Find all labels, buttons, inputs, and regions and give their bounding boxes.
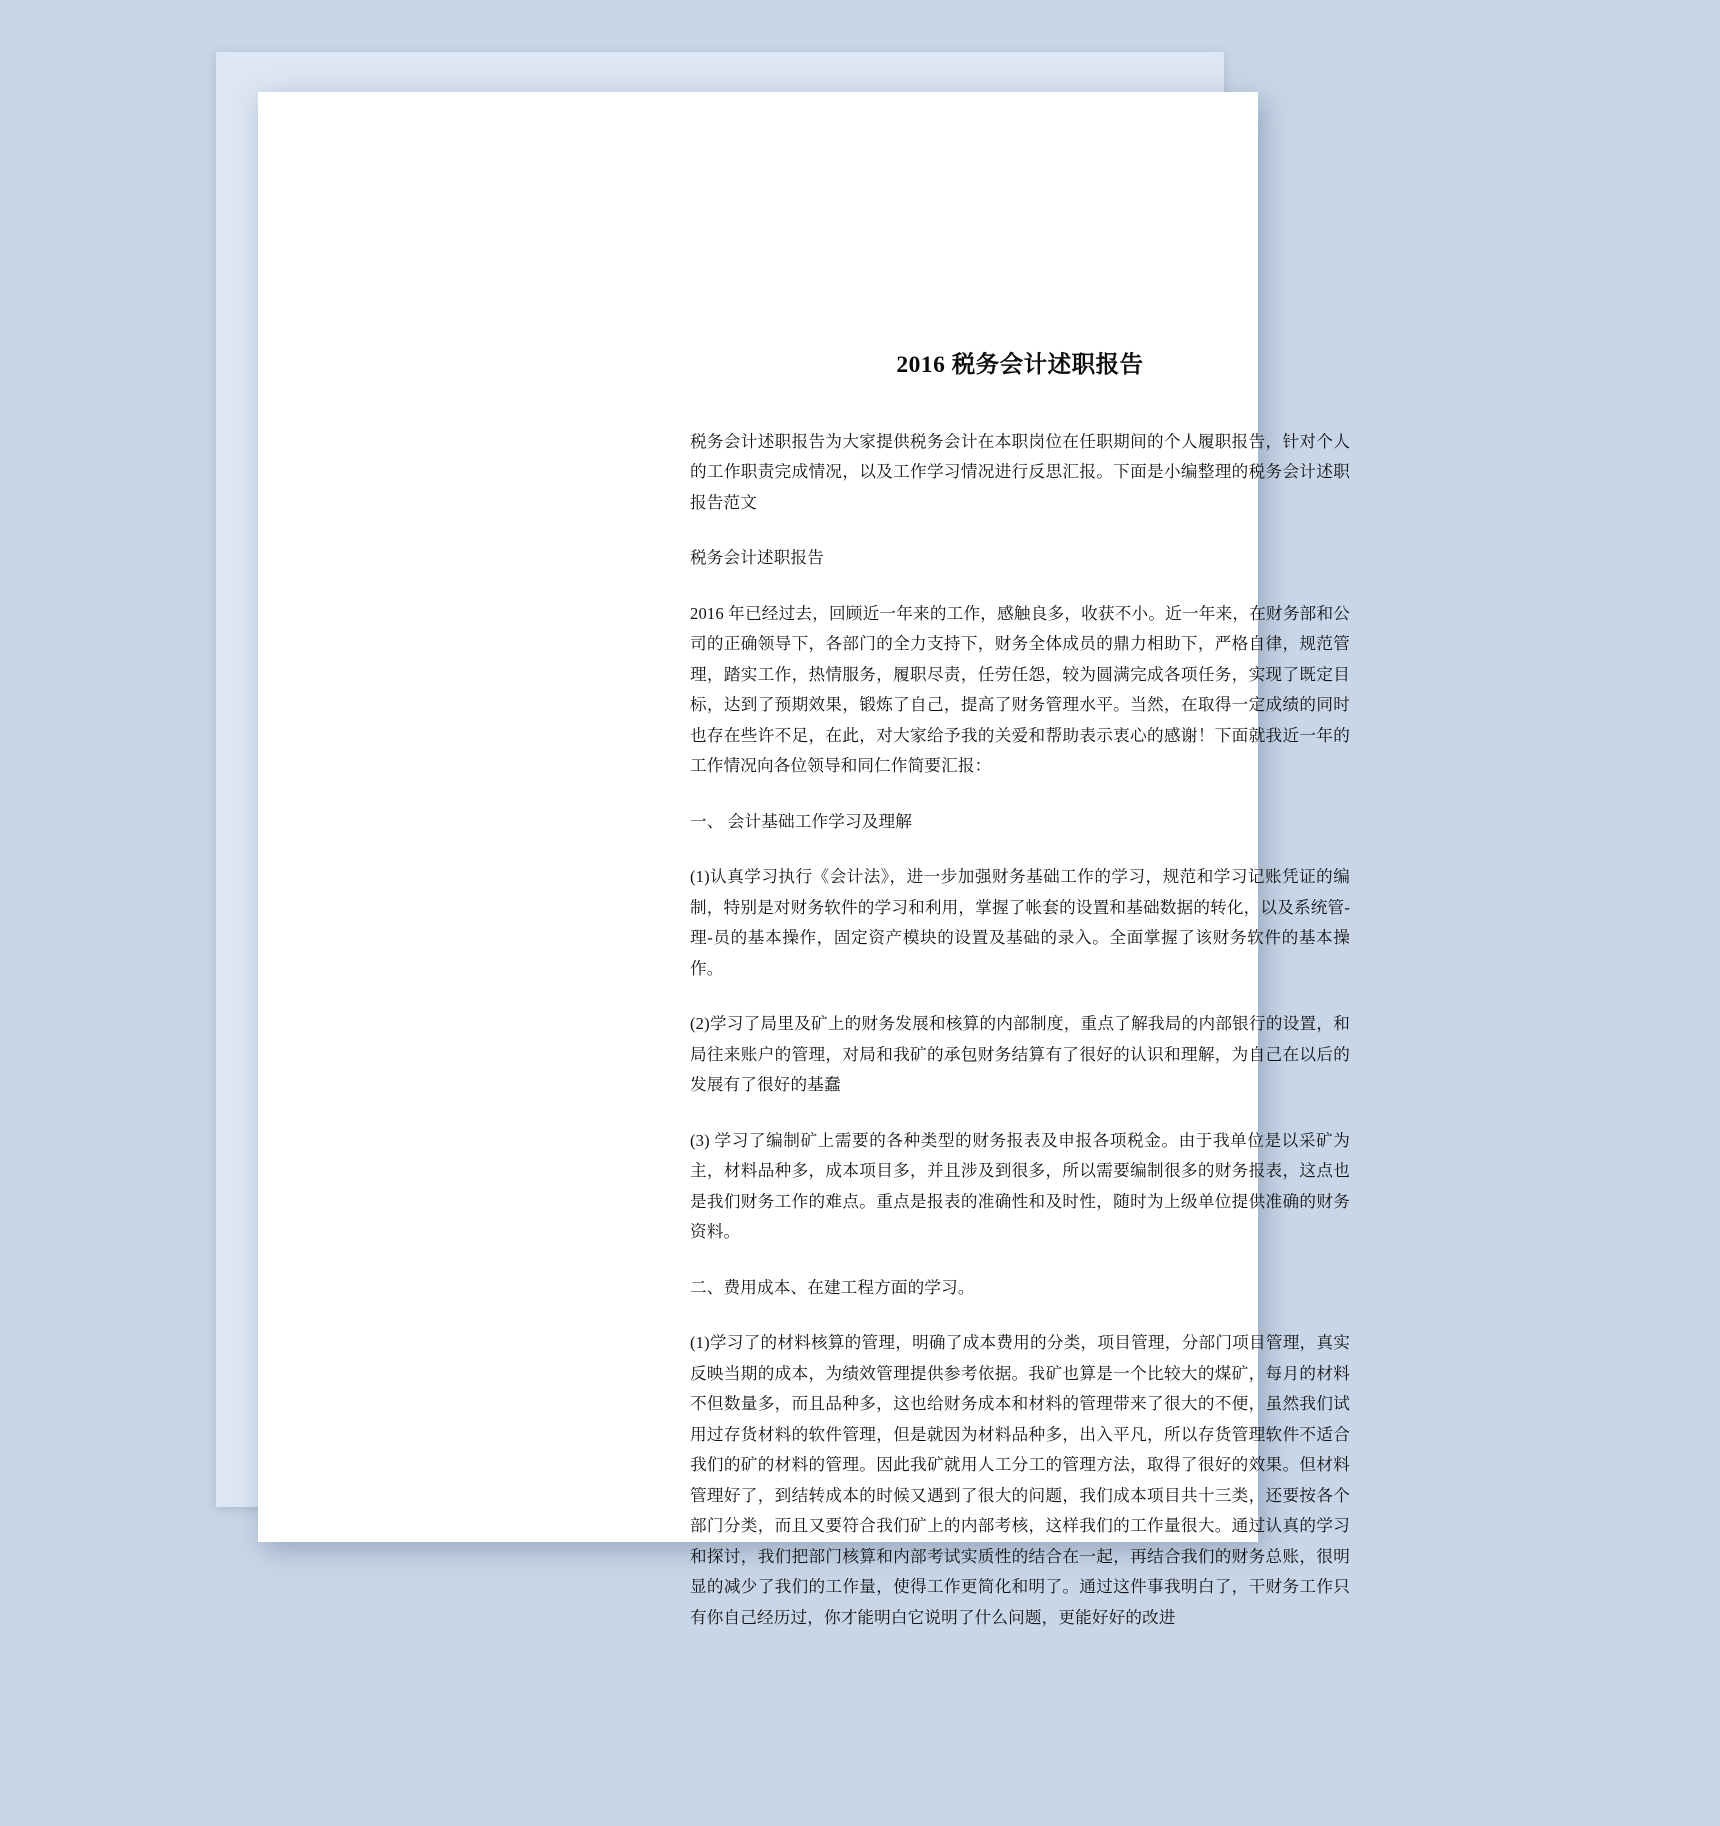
section-one-item-three: (3) 学习了编制矿上需要的各种类型的财务报表及申报各项税金。由于我单位是以采矿为主，材料品种多，成本项目多，并且涉及到很多，所以需要编制很多的财务报表，这点也是我们财务工作的难点。重点是报表的准确性和及时性，随时为上级单位提供准确的财务资料。 — [690, 1130, 1350, 1242]
section-heading-two: 二、费用成本、在建工程方面的学习。 — [690, 1277, 975, 1297]
paragraph-intro: 税务会计述职报告为大家提供税务会计在本职岗位在任职期间的个人履职报告，针对个人的工作职责完成情况，以及工作学习情况进行反思汇报。下面是小编整理的税务会计述职报告范文 — [690, 431, 1350, 512]
paragraph-subtitle: 税务会计述职报告 — [690, 548, 824, 568]
document-page — [258, 92, 1350, 1627]
paragraph-opening: 2016 年已经过去，回顾近一年来的工作，感触良多，收获不小。近一年来，在财务部和公司的正确领导下，各部门的全力支持下，财务全体成员的鼎力相助下，严格自律，规范管理，踏实工作，热情服务，履职尽责，任劳任怨，较为圆满完成各项任务，实现了既定目标，达到了预期效果，锻炼了自己，提高了财务管理水平。当然，在取得一定成绩的同时也存在些许不足，在此，对大家给予我的关爱和帮助表示衷心的感谢！下面就我近一年的工作情况向各位领导和同仁作简要汇报： — [690, 603, 1350, 776]
section-one-item-two: (2)学习了局里及矿上的财务发展和核算的内部制度，重点了解我局的内部银行的设置，和局往来账户的管理，对局和我矿的承包财务结算有了很好的认识和理解，为自己在以后的发展有了很好的基蠢 — [690, 1014, 1350, 1095]
section-one-item-one: (1)认真学习执行《会计法》，进一步加强财务基础工作的学习，规范和学习记账凭证的编制，特别是对财务软件的学习和利用，掌握了帐套的设置和基础数据的转化，以及系统管-理-员的基本操作，固定资产模块的设置及基础的录入。全面掌握了该财务软件的基本操作。 — [690, 867, 1350, 978]
document-content — [690, 350, 1350, 1633]
section-heading-one: 一、 会计基础工作学习及理解 — [690, 811, 912, 831]
page-title: 2016 税务会计述职报告 — [896, 352, 1144, 378]
section-two-item-one: (1)学习了的材料核算的管理，明确了成本费用的分类，项目管理，分部门项目管理，真实反映当期的成本，为绩效管理提供参考依据。我矿也算是一个比较大的煤矿，每月的材料不但数量多，而且品种多，这也给财务成本和材料的管理带来了很大的不便，虽然我们试用过存货材料的软件管理，但是就因为材料品种多，出入平凡，所以存货管理软件不适合我们的矿的材料的管理。因此我矿就用人工分工的管理方法，取得了很好的效果。但材料管理好了，到结转成本的时候又遇到了很大的问题，我们成本项目共十三类，还要按各个部门分类，而且又要符合我们矿上的内部考核，这样我们的工作量很大。通过认真的学习和探讨，我们把部门核算和内部考试实质性的结合在一起，再结合我们的财务总账，很明显的减少了我们的工作量，使得工作更简化和明了。通过这件事我明白了，干财务工作只有你自己经历过，你才能明白它说明了什么问题，更能好好的改进 — [690, 1333, 1350, 1627]
